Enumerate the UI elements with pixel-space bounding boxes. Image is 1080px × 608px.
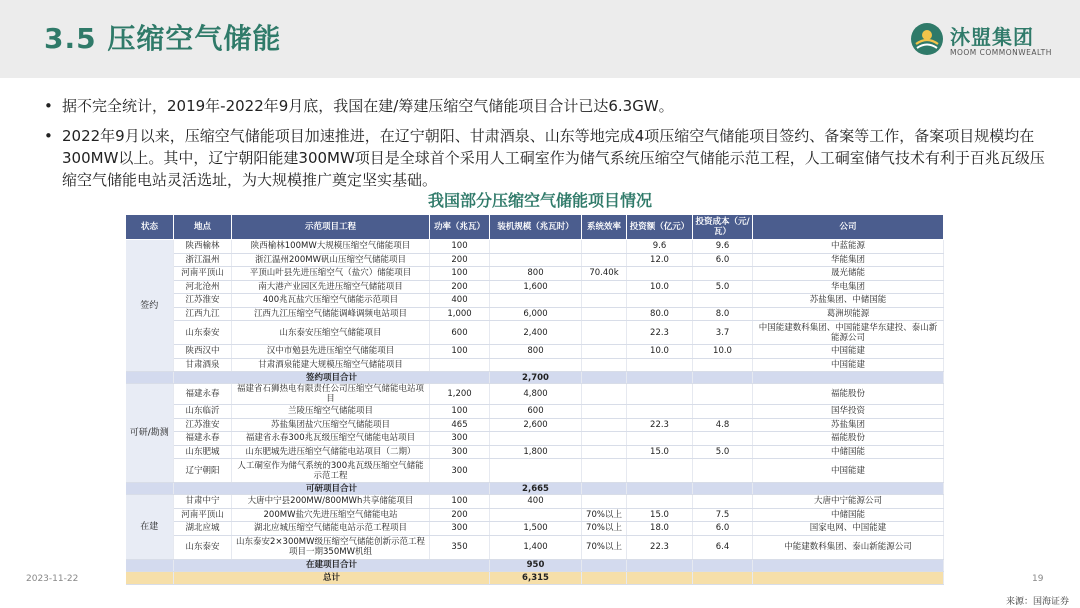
total-empty	[627, 571, 693, 584]
investment-cell	[627, 294, 693, 308]
efficiency-cell	[582, 345, 627, 359]
table-row	[126, 522, 944, 536]
bullet-dot-icon: •	[44, 97, 53, 115]
capacity-cell: 1,500	[490, 522, 582, 536]
unit-cost-cell	[693, 267, 753, 281]
company-cell: 福能股份	[753, 432, 944, 446]
project-cell: 福建省石狮热电有限责任公司压缩空气储能电站项目	[232, 384, 430, 405]
table-header-row	[126, 215, 944, 240]
power-cell: 465	[430, 418, 490, 432]
investment-cell: 15.0	[627, 445, 693, 459]
power-cell: 200	[430, 280, 490, 294]
efficiency-cell	[582, 240, 627, 254]
power-cell: 300	[430, 459, 490, 483]
power-cell: 200	[430, 508, 490, 522]
table-row	[126, 280, 944, 294]
status-cell: 签约	[126, 240, 174, 372]
power-cell: 400	[430, 294, 490, 308]
efficiency-cell	[582, 495, 627, 509]
location-cell: 陕西榆林	[174, 240, 232, 254]
capacity-cell	[490, 253, 582, 267]
header-bar	[0, 0, 1080, 78]
location-cell: 湖北应城	[174, 522, 232, 536]
power-cell: 300	[430, 445, 490, 459]
capacity-cell: 1,600	[490, 280, 582, 294]
investment-cell	[627, 495, 693, 509]
table-row	[126, 321, 944, 345]
efficiency-cell	[582, 405, 627, 419]
status-cell: 在建	[126, 495, 174, 560]
project-cell: 甘肃酒泉能建大规模压缩空气储能项目	[232, 358, 430, 372]
investment-cell	[627, 459, 693, 483]
efficiency-cell	[582, 321, 627, 345]
table-row	[126, 418, 944, 432]
capacity-cell: 1,400	[490, 535, 582, 559]
capacity-cell	[490, 432, 582, 446]
project-cell: 平顶山叶县先进压缩空气（盐穴）储能项目	[232, 267, 430, 281]
project-cell: 福建省永春300兆瓦级压缩空气储能电站项目	[232, 432, 430, 446]
power-cell: 100	[430, 345, 490, 359]
power-cell: 600	[430, 321, 490, 345]
investment-cell: 18.0	[627, 522, 693, 536]
table-row	[126, 508, 944, 522]
subtotal-empty	[627, 483, 693, 495]
power-cell: 1,200	[430, 384, 490, 405]
subtotal-empty	[627, 372, 693, 384]
logo-name-en: MOOM COMMONWEALTH	[950, 48, 1052, 57]
capacity-cell	[490, 240, 582, 254]
efficiency-cell	[582, 432, 627, 446]
unit-cost-cell	[693, 495, 753, 509]
unit-cost-cell: 3.7	[693, 321, 753, 345]
power-cell	[430, 358, 490, 372]
investment-cell	[627, 358, 693, 372]
table-row	[126, 253, 944, 267]
source-note: 来源：国海证券	[1006, 597, 1070, 607]
subtotal-empty	[753, 372, 944, 384]
efficiency-cell	[582, 384, 627, 405]
location-cell: 江苏淮安	[174, 418, 232, 432]
table-row	[126, 405, 944, 419]
company-cell: 中国能建	[753, 358, 944, 372]
company-cell: 华电集团	[753, 280, 944, 294]
subtotal-empty	[753, 483, 944, 495]
investment-cell: 10.0	[627, 280, 693, 294]
efficiency-cell	[582, 307, 627, 321]
column-header: 投资额（亿元）	[627, 215, 693, 240]
power-cell: 100	[430, 405, 490, 419]
column-header: 示范项目工程	[232, 215, 430, 240]
capacity-cell: 2,600	[490, 418, 582, 432]
company-cell: 中蓝能源	[753, 240, 944, 254]
location-cell: 山东泰安	[174, 535, 232, 559]
bullet-text: 据不完全统计，2019年-2022年9月底，我国在建/筹建压缩空气储能项目合计已达6.3GW。	[62, 97, 674, 115]
total-empty	[582, 571, 627, 584]
project-table	[125, 214, 944, 585]
efficiency-cell	[582, 253, 627, 267]
column-header: 状态	[126, 215, 174, 240]
table-row	[126, 267, 944, 281]
table-row	[126, 535, 944, 559]
unit-cost-cell	[693, 405, 753, 419]
efficiency-cell	[582, 358, 627, 372]
capacity-cell: 600	[490, 405, 582, 419]
capacity-cell	[490, 294, 582, 308]
subtotal-row	[126, 483, 944, 495]
subtotal-empty	[582, 559, 627, 571]
table-row	[126, 495, 944, 509]
project-cell: 大唐中宁县200MW/800MWh共享储能项目	[232, 495, 430, 509]
table-row	[126, 459, 944, 483]
location-cell: 河南平顶山	[174, 508, 232, 522]
unit-cost-cell	[693, 384, 753, 405]
project-cell: 400兆瓦盐穴压缩空气储能示范项目	[232, 294, 430, 308]
location-cell: 山东泰安	[174, 321, 232, 345]
efficiency-cell	[582, 459, 627, 483]
subtotal-row	[126, 559, 944, 571]
project-cell: 浙江温州200MW矾山压缩空气储能项目	[232, 253, 430, 267]
project-cell: 汉中市勉县先进压缩空气储能项目	[232, 345, 430, 359]
subtotal-value: 2,700	[490, 372, 582, 384]
subtotal-empty	[627, 559, 693, 571]
subtotal-empty	[753, 559, 944, 571]
project-cell: 陕西榆林100MW大规模压缩空气储能项目	[232, 240, 430, 254]
location-cell: 河南平顶山	[174, 267, 232, 281]
efficiency-cell	[582, 445, 627, 459]
efficiency-cell	[582, 418, 627, 432]
location-cell: 甘肃中宁	[174, 495, 232, 509]
investment-cell	[627, 432, 693, 446]
power-cell: 100	[430, 495, 490, 509]
column-header: 地点	[174, 215, 232, 240]
table-row	[126, 240, 944, 254]
table-row	[126, 294, 944, 308]
subtotal-empty	[582, 372, 627, 384]
project-cell: 山东泰安压缩空气储能项目	[232, 321, 430, 345]
power-cell: 100	[430, 267, 490, 281]
company-cell: 国家电网、中国能建	[753, 522, 944, 536]
investment-cell: 15.0	[627, 508, 693, 522]
company-cell: 葛洲坝能源	[753, 307, 944, 321]
table-row	[126, 307, 944, 321]
project-table-wrapper	[125, 214, 943, 585]
company-cell: 中国能建数科集团、中国能建华东建投、泰山新能源公司	[753, 321, 944, 345]
column-header: 功率（兆瓦）	[430, 215, 490, 240]
power-cell: 300	[430, 432, 490, 446]
location-cell: 陕西汉中	[174, 345, 232, 359]
location-cell: 甘肃酒泉	[174, 358, 232, 372]
investment-cell	[627, 405, 693, 419]
project-cell: 人工硐室作为储气系统的300兆瓦级压缩空气储能示范工程	[232, 459, 430, 483]
column-header: 公司	[753, 215, 944, 240]
table-row	[126, 384, 944, 405]
page-number: 19	[1032, 574, 1044, 584]
power-cell: 300	[430, 522, 490, 536]
unit-cost-cell: 9.6	[693, 240, 753, 254]
location-cell: 江苏淮安	[174, 294, 232, 308]
unit-cost-cell: 6.4	[693, 535, 753, 559]
location-cell: 福建永春	[174, 432, 232, 446]
efficiency-cell: 70%以上	[582, 535, 627, 559]
table-row	[126, 432, 944, 446]
total-spacer	[126, 571, 174, 584]
capacity-cell: 800	[490, 345, 582, 359]
capacity-cell: 6,000	[490, 307, 582, 321]
company-cell: 福能股份	[753, 384, 944, 405]
location-cell: 山东临沂	[174, 405, 232, 419]
company-cell: 中国能建	[753, 459, 944, 483]
location-cell: 河北沧州	[174, 280, 232, 294]
subtotal-row	[126, 372, 944, 384]
column-header: 系统效率	[582, 215, 627, 240]
unit-cost-cell: 6.0	[693, 253, 753, 267]
investment-cell	[627, 384, 693, 405]
total-value: 6,315	[490, 571, 582, 584]
investment-cell: 22.3	[627, 321, 693, 345]
subtotal-label: 可研项目合计	[174, 483, 490, 495]
company-cell: 中储国能	[753, 445, 944, 459]
location-cell: 山东肥城	[174, 445, 232, 459]
table-body	[126, 240, 944, 585]
subtotal-spacer	[126, 372, 174, 384]
company-cell: 华能集团	[753, 253, 944, 267]
logo-sun-icon	[910, 22, 944, 56]
location-cell: 浙江温州	[174, 253, 232, 267]
company-cell: 国华投资	[753, 405, 944, 419]
project-cell: 山东肥城先进压缩空气储能电站项目（二期）	[232, 445, 430, 459]
company-cell: 晟光储能	[753, 267, 944, 281]
project-cell: 山东泰安2×300MW级压缩空气储能创新示范工程项目一期350MW机组	[232, 535, 430, 559]
company-cell: 大唐中宁能源公司	[753, 495, 944, 509]
project-cell: 苏盐集团盐穴压缩空气储能项目	[232, 418, 430, 432]
capacity-cell	[490, 459, 582, 483]
investment-cell: 9.6	[627, 240, 693, 254]
investment-cell: 80.0	[627, 307, 693, 321]
unit-cost-cell	[693, 459, 753, 483]
company-cell: 苏盐集团	[753, 418, 944, 432]
subtotal-empty	[693, 483, 753, 495]
total-empty	[753, 571, 944, 584]
status-cell: 可研/勘测	[126, 384, 174, 483]
capacity-cell: 2,400	[490, 321, 582, 345]
efficiency-cell: 70%以上	[582, 508, 627, 522]
unit-cost-cell	[693, 358, 753, 372]
page-title: 3.5 压缩空气储能	[44, 22, 282, 55]
unit-cost-cell: 6.0	[693, 522, 753, 536]
capacity-cell: 1,800	[490, 445, 582, 459]
efficiency-cell	[582, 280, 627, 294]
project-cell: 江西九江压缩空气储能调峰调频电站项目	[232, 307, 430, 321]
column-header: 装机规模（兆瓦时）	[490, 215, 582, 240]
unit-cost-cell	[693, 294, 753, 308]
bullet-text: 2022年9月以来，压缩空气储能项目加速推进，在辽宁朝阳、甘肃酒泉、山东等地完成4项压缩空气储能项目签约、备案等工作，备案项目规模均在300MW以上。其中，辽宁朝阳能建300MW项目是全球首个采用人工硐室作为储气系统压缩空气储能示范工程，人工硐室储气技术有利于百兆瓦级压缩空气储能电站灵活选址，为大规模推广奠定坚实基础。	[62, 127, 1045, 189]
subtotal-spacer	[126, 483, 174, 495]
company-cell: 中国能建	[753, 345, 944, 359]
subtotal-spacer	[126, 559, 174, 571]
table-row	[126, 358, 944, 372]
logo-name-cn: 沐盟集团	[950, 25, 1034, 49]
efficiency-cell	[582, 294, 627, 308]
power-cell: 200	[430, 253, 490, 267]
footer-date: 2023-11-22	[26, 574, 79, 584]
unit-cost-cell: 10.0	[693, 345, 753, 359]
company-cell: 中储国能	[753, 508, 944, 522]
total-empty	[693, 571, 753, 584]
capacity-cell: 4,800	[490, 384, 582, 405]
capacity-cell: 800	[490, 267, 582, 281]
power-cell: 100	[430, 240, 490, 254]
capacity-cell: 400	[490, 495, 582, 509]
efficiency-cell: 70.40k	[582, 267, 627, 281]
power-cell: 350	[430, 535, 490, 559]
bullet-item	[40, 125, 1050, 191]
unit-cost-cell: 5.0	[693, 280, 753, 294]
investment-cell: 22.3	[627, 418, 693, 432]
project-cell: 湖北应城压缩空气储能电站示范工程项目	[232, 522, 430, 536]
location-cell: 辽宁朝阳	[174, 459, 232, 483]
column-header: 投资成本（元/瓦）	[693, 215, 753, 240]
project-cell: 南大港产业园区先进压缩空气储能项目	[232, 280, 430, 294]
investment-cell: 12.0	[627, 253, 693, 267]
investment-cell: 22.3	[627, 535, 693, 559]
subtotal-value: 2,665	[490, 483, 582, 495]
unit-cost-cell: 4.8	[693, 418, 753, 432]
bullet-dot-icon: •	[44, 127, 53, 145]
subtotal-value: 950	[490, 559, 582, 571]
location-cell: 福建永春	[174, 384, 232, 405]
company-cell: 苏盐集团、中储国能	[753, 294, 944, 308]
subtotal-empty	[693, 559, 753, 571]
total-row	[126, 571, 944, 584]
table-row	[126, 345, 944, 359]
project-cell: 兰陵压缩空气储能项目	[232, 405, 430, 419]
capacity-cell	[490, 358, 582, 372]
subtotal-label: 在建项目合计	[174, 559, 490, 571]
company-logo	[910, 20, 1070, 60]
company-cell: 中能建数科集团、泰山新能源公司	[753, 535, 944, 559]
investment-cell: 10.0	[627, 345, 693, 359]
unit-cost-cell: 7.5	[693, 508, 753, 522]
subtotal-label: 签约项目合计	[174, 372, 490, 384]
subtotal-empty	[582, 483, 627, 495]
capacity-cell	[490, 508, 582, 522]
unit-cost-cell: 5.0	[693, 445, 753, 459]
bullet-item	[40, 95, 1050, 117]
location-cell: 江西九江	[174, 307, 232, 321]
table-row	[126, 445, 944, 459]
bullet-list	[40, 95, 1050, 199]
table-title: 我国部分压缩空气储能项目情况	[427, 191, 652, 210]
unit-cost-cell	[693, 432, 753, 446]
investment-cell	[627, 267, 693, 281]
subtotal-empty	[693, 372, 753, 384]
unit-cost-cell: 8.0	[693, 307, 753, 321]
power-cell: 1,000	[430, 307, 490, 321]
total-label: 总计	[174, 571, 490, 584]
efficiency-cell: 70%以上	[582, 522, 627, 536]
project-cell: 200MW盐穴先进压缩空气储能电站	[232, 508, 430, 522]
